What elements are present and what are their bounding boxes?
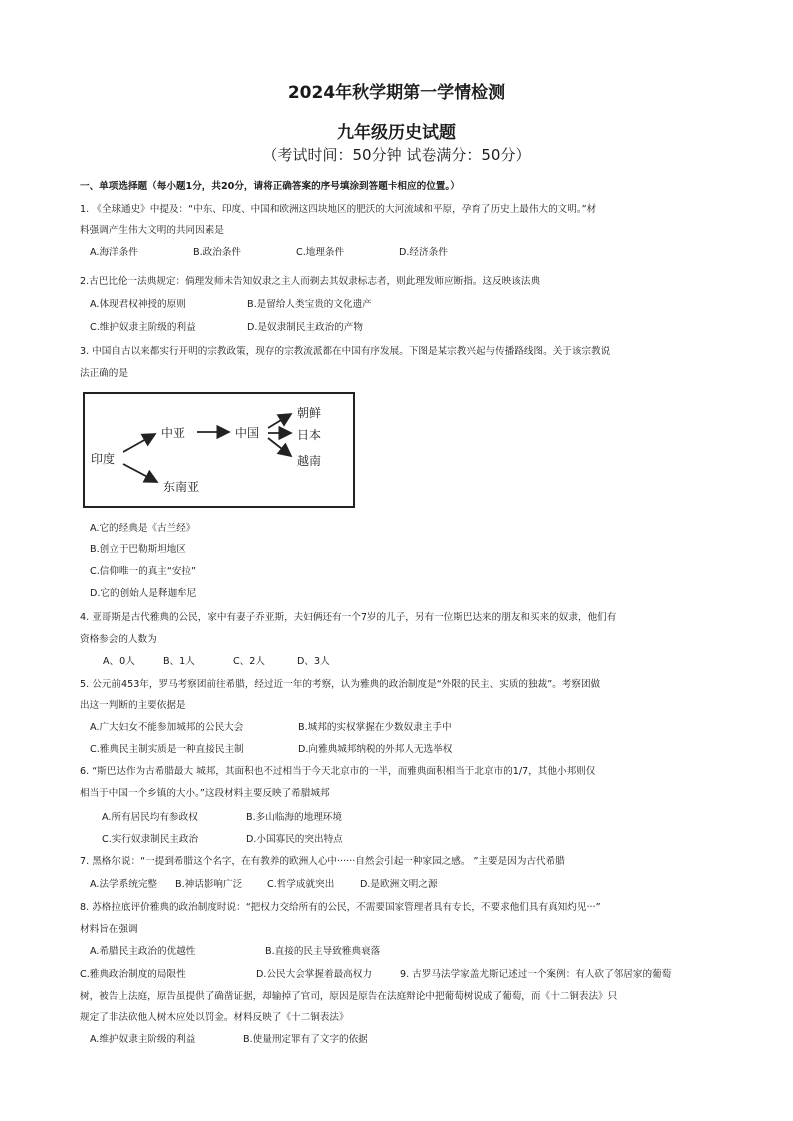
- arrow-china-korea: [268, 414, 291, 428]
- q3-option-d: D.它的创始人是释迦牟尼: [90, 588, 197, 599]
- q6-stem-line2: 相当于中国一个乡镇的大小。”这段材料主要反映了希腊城邦: [80, 788, 330, 799]
- q1-stem-line2: 料强调产生伟大文明的共同因素是: [80, 225, 224, 236]
- arrow-china-vietnam: [268, 438, 291, 456]
- q5-option-d: D.向雅典城邦纳税的外邦人无选举权: [298, 744, 453, 755]
- q3-option-b: B.创立于巴勒斯坦地区: [90, 544, 186, 555]
- q4-option-b: B、1人: [163, 656, 195, 667]
- q8-option-b: B.直接的民主导致雅典衰落: [265, 946, 381, 957]
- q2-stem-line1: 2.古巴比伦一法典规定：倘理发师未告知奴隶之主人而剃去其奴隶标志者，则此理发师应断指。这反映该法典: [80, 276, 541, 287]
- q8-option-c: C.雅典政治制度的局限性: [80, 969, 186, 980]
- q7-stem-line1: 7. 黑格尔说：“一提到希腊这个名字，在有教养的欧洲人心中······自然会引起一种家园之感。 ”主要是因为古代希腊: [80, 856, 565, 867]
- q4-option-a: A、0人: [103, 656, 135, 667]
- q4-stem-line2: 资格参会的人数为: [80, 634, 157, 645]
- node-vietnam: 越南: [297, 454, 322, 468]
- q7-option-d: D.是欧洲文明之源: [360, 879, 438, 890]
- q8-option-a: A.希腊民主政治的优越性: [90, 946, 196, 957]
- arrow-india-centralasia: [123, 434, 155, 452]
- exam-subject: 九年级历史试题: [337, 123, 456, 143]
- q9-stem-line3: 规定了非法砍他人树木应处以罚金。材料反映了《十二铜表法》: [80, 1012, 349, 1023]
- q5-option-b: B.城邦的实权掌握在少数奴隶主手中: [298, 722, 452, 733]
- q5-stem-line2: 出这一判断的主要依据是: [80, 700, 186, 711]
- node-japan: 日本: [297, 428, 322, 442]
- q6-option-d: D.小国寡民的突出特点: [246, 834, 343, 845]
- q2-option-b: B.是留给人类宝贵的文化遗产: [247, 299, 372, 310]
- node-china: 中国: [235, 426, 260, 440]
- q8-stem-line2: 材料旨在强调: [80, 924, 138, 935]
- q9-option-b: B.使量刑定罪有了文字的依据: [243, 1034, 368, 1045]
- q5-stem-line1: 5. 公元前453年，罗马考察团前往希腊，经过近一年的考察，认为雅典的政治制度是“外限的民主、实质的独裁”。考察团做: [80, 679, 601, 690]
- q6-option-b: B.多山临海的地理环境: [246, 812, 342, 823]
- node-korea: 朝鲜: [297, 406, 322, 420]
- q7-option-b: B.神话影响广泛: [175, 879, 243, 890]
- q1-stem-line1: 1. 《全球通史》中提及：“中东、印度、中国和欧洲这四块地区的肥沃的大河流域和平原，孕育了历史上最伟大的文明。”材: [80, 204, 597, 215]
- exam-info: （考试时间：50分钟 试卷满分：50分）: [262, 146, 531, 164]
- q2-option-d: D.是奴隶制民主政治的产物: [247, 322, 363, 333]
- node-india: 印度: [91, 452, 116, 466]
- q1-option-d: D.经济条件: [399, 247, 448, 258]
- arrow-india-southeastasia: [123, 464, 157, 482]
- q3-stem-line1: 3. 中国自古以来都实行开明的宗教政策，现存的宗教流派都在中国有序发展。下图是某宗教兴起与传播路线图。关于该宗教说: [80, 346, 611, 357]
- q1-option-a: A.海洋条件: [90, 247, 138, 258]
- q2-option-a: A.体现君权神授的原则: [90, 299, 186, 310]
- q3-option-c: C.信仰唯一的真主“安拉”: [90, 566, 197, 577]
- q6-stem-line1: 6. “斯巴达作为古希腊最大 城邦，其面积也不过相当于今天北京市的一半，而雅典面积相当于北京市的1/7，其他小邦则仅: [80, 766, 596, 777]
- node-central-asia: 中亚: [161, 426, 186, 440]
- q9-stem-line2: 树，被告上法庭，原告虽提供了确凿证据，却输掉了官司，原因是原告在法庭辩论中把葡萄树说成了葡萄，而《十二铜表法》只: [80, 991, 618, 1002]
- q8-option-d: D.公民大会掌握着最高权力: [256, 969, 372, 980]
- q3-stem-line2: 法正确的是: [80, 368, 128, 379]
- q3-option-a: A.它的经典是《古兰经》: [90, 523, 196, 534]
- q4-option-d: D、3人: [297, 656, 330, 667]
- node-southeast-asia: 东南亚: [163, 480, 200, 494]
- q9-stem-line1: 9. 古罗马法学家盖尤斯记述过一个案例：有人砍了邻居家的葡萄: [400, 969, 672, 980]
- q7-option-a: A.法学系统完整: [90, 879, 158, 890]
- q8-stem-line1: 8. 苏格拉底评价雅典的政治制度时说：“把权力交给所有的公民，不需要国家管理者具有专长，不要求他们具有真知灼见···”: [80, 902, 601, 913]
- q2-option-c: C.维护奴隶主阶级的利益: [90, 322, 196, 333]
- exam-title: 2024年秋学期第一学情检测: [287, 83, 506, 103]
- q7-option-c: C.哲学成就突出: [267, 879, 335, 890]
- q1-option-c: C.地理条件: [296, 247, 345, 258]
- section-heading: 一、单项选择题（每小题1分，共20分，请将正确答案的序号填涂到答题卡相应的位置。）: [80, 181, 460, 192]
- religion-spread-diagram: [83, 392, 355, 508]
- q4-option-c: C、2人: [233, 656, 265, 667]
- q6-option-a: A.所有居民均有参政权: [102, 812, 198, 823]
- q1-option-b: B.政治条件: [193, 247, 242, 258]
- q5-option-a: A.广大妇女不能参加城邦的公民大会: [90, 722, 244, 733]
- q4-stem-line1: 4. 亚哥斯是古代雅典的公民，家中有妻子乔亚斯，夫妇俩还有一个7岁的儿子，另有一位斯巴达来的朋友和买来的奴隶，他们有: [80, 612, 617, 623]
- q5-option-c: C.雅典民主制实质是一种直接民主制: [90, 744, 244, 755]
- q9-option-a: A.维护奴隶主阶级的利益: [90, 1034, 196, 1045]
- q6-option-c: C.实行奴隶制民主政治: [102, 834, 199, 845]
